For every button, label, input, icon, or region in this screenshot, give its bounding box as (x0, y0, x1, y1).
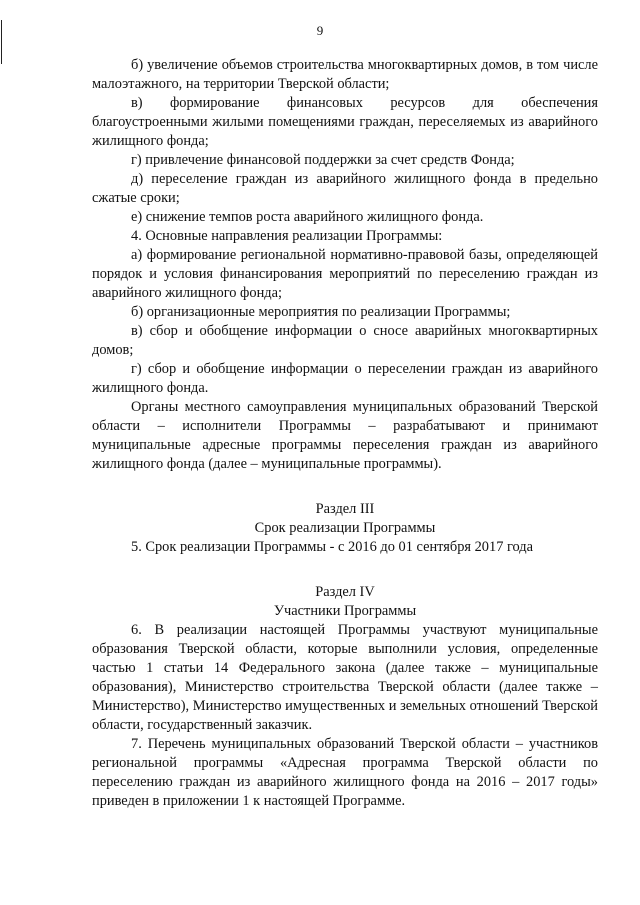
list-item-b: б) увеличение объемов строительства многоквартирных домов, в том числе малоэтажного, на территории Тверской области; (92, 57, 598, 92)
section-3-number: Раздел III (315, 501, 375, 517)
local-authorities-paragraph: Органы местного самоуправления муниципальных образований Тверской области – исполнители Программы – разрабатывают и принимают муниципальные адресные программы переселения граждан из аварийного жилищного фонда (далее – муниципальные программы). (92, 399, 598, 472)
section-3-heading (92, 500, 598, 538)
list-item-d: д) переселение граждан из аварийного жилищного фонда в предельно сжатые сроки; (92, 171, 598, 206)
directions-item-b: б) организационные мероприятия по реализации Программы; (131, 304, 511, 320)
list-item-g: г) привлечение финансовой поддержки за счет средств Фонда; (131, 152, 515, 168)
directions-item-a: а) формирование региональной нормативно-правовой базы, определяющей порядок и условия финансирования мероприятий по переселению граждан из аварийного жилищного фонда; (92, 247, 598, 301)
directions-item-g: г) сбор и обобщение информации о переселении граждан из аварийного жилищного фонда. (92, 361, 598, 396)
directions-item-v: в) сбор и обобщение информации о сносе аварийных многоквартирных домов; (92, 323, 598, 358)
section-4-heading (92, 583, 598, 621)
list-item-v: в) формирование финансовых ресурсов для обеспечения благоустроенными жилыми помещениями граждан, переселяемых из аварийного жилищного фонда; (92, 95, 598, 149)
clause-4-heading: 4. Основные направления реализации Программы: (131, 228, 443, 244)
section-3-title: Срок реализации Программы (254, 520, 436, 536)
section-4-number: Раздел IV (315, 584, 375, 600)
section-4-title: Участники Программы (273, 603, 417, 619)
page-number: 9 (316, 23, 324, 38)
list-item-e: е) снижение темпов роста аварийного жилищного фонда. (131, 209, 484, 225)
clause-6-participants: 6. В реализации настоящей Программы участвуют муниципальные образования Тверской области, которые выполнили условия, определенные частью 1 статьи 14 Федерального закона (далее также – муниципальные образования), Министерство строительства Тверской области (далее также – Министерство), Министерство имущественных и земельных отношений Тверской области, государственный заказчик. (92, 622, 598, 733)
document-body (92, 56, 598, 811)
clause-7-municipalities-list: 7. Перечень муниципальных образований Тверской области – участников региональной программы «Адресная программа Тверской области по переселению граждан из аварийного жилищного фонда на 2016 – 2017 годы» приведен в приложении 1 к настоящей Программе. (92, 736, 598, 809)
clause-5-term: 5. Срок реализации Программы - с 2016 до 01 сентября 2017 года (131, 539, 534, 555)
